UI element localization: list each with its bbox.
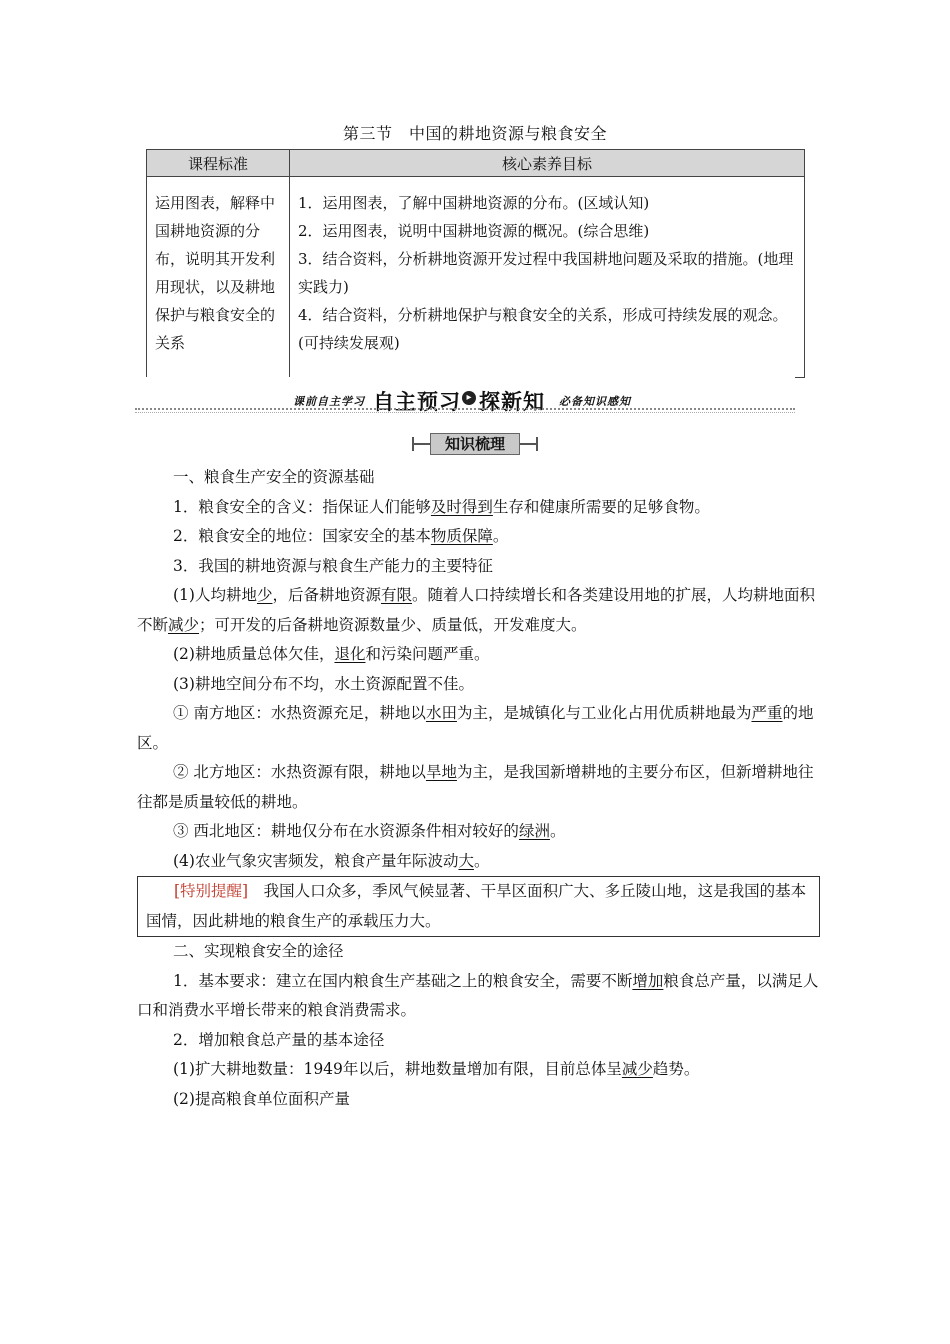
paragraph: (3)耕地空间分布不均，水土资源配置不佳。 bbox=[173, 674, 474, 693]
goal-item: 2．运用图表，说明中国耕地资源的概况。(综合思维) bbox=[298, 222, 650, 240]
paragraph: (2)耕地质量总体欠佳，退化和污染问题严重。 bbox=[173, 645, 490, 663]
arrow-right-icon: ▸ bbox=[462, 391, 476, 405]
header-curriculum-standard: 课程标准 bbox=[147, 150, 290, 177]
heading-resource-basis: 一、粮食生产安全的资源基础 bbox=[173, 468, 375, 486]
header-core-goals: 核心素养目标 bbox=[290, 150, 805, 177]
goal-item: 1．运用图表，了解中国耕地资源的分布。(区域认知) bbox=[298, 194, 650, 212]
curriculum-standard-text: 运用图表，解释中国耕地资源的分布，说明其开发利用现状，以及耕地保护与粮食安全的关系 bbox=[147, 177, 290, 378]
table-corner-mark bbox=[795, 377, 805, 378]
paragraph: ① 南方地区：水热资源充足，耕地以水田为主，是城镇化与工业化占用优质耕地最为严重的地区。 bbox=[137, 704, 814, 752]
paragraph: (1)人均耕地少，后备耕地资源有限。随着人口持续增长和各类建设用地的扩展，人均耕地面积不断减少；可开发的后备耕地资源数量少、质量低，开发难度大。 bbox=[137, 586, 816, 634]
special-reminder-box bbox=[137, 876, 820, 937]
paragraph: (1)扩大耕地数量：1949年以后，耕地数量增加有限，目前总体呈减少趋势。 bbox=[173, 1060, 700, 1078]
banner-divider-thin bbox=[135, 412, 795, 413]
page-title: 第三节 中国的耕地资源与粮食安全 bbox=[342, 124, 607, 143]
goal-item: 4．结合资料，分析耕地保护与粮食安全的关系，形成可持续发展的观念。(可持续发展观) bbox=[298, 306, 788, 352]
banner-left-caption: 课前自主学习 bbox=[293, 395, 365, 408]
banner-divider bbox=[135, 408, 795, 410]
banner-right-caption: 必备知识感知 bbox=[559, 395, 631, 408]
goal-item: 3．结合资料，分析耕地资源开发过程中我国耕地问题及采取的措施。(地理实践力) bbox=[298, 250, 794, 296]
banner-title-right: 探新知 bbox=[479, 390, 545, 414]
special-reminder-text: 我国人口众多，季风气候显著、干旱区面积广大、多丘陵山地，这是我国的基本国情，因此耕地的粮食生产的承载压力大。 bbox=[146, 882, 807, 930]
knowledge-label-text: 知识梳理 bbox=[430, 433, 520, 455]
paragraph: ② 北方地区：水热资源有限，耕地以旱地为主，是我国新增耕地的主要分布区，但新增耕地往往都是质量较低的耕地。 bbox=[137, 763, 814, 811]
paragraph: 3．我国的耕地资源与粮食生产能力的主要特征 bbox=[173, 556, 493, 575]
paragraph: ③ 西北地区：耕地仅分布在水资源条件相对较好的绿洲。 bbox=[173, 822, 566, 840]
paragraph: 2．增加粮食总产量的基本途径 bbox=[173, 1030, 385, 1049]
banner-title-left: 自主预习 bbox=[373, 390, 461, 414]
core-goals-cell bbox=[290, 177, 805, 378]
knowledge-content bbox=[137, 463, 820, 1114]
paragraph: 1．基本要求：建立在国内粮食生产基础之上的粮食安全，需要不断增加粮食总产量，以满足人口和消费水平增长带来的粮食消费需求。 bbox=[137, 971, 819, 1019]
curriculum-table bbox=[146, 149, 805, 377]
paragraph: (4)农业气象灾害频发，粮食产量年际波动大。 bbox=[173, 851, 490, 870]
heading-food-security-path: 二、实现粮食安全的途径 bbox=[173, 942, 344, 960]
paragraph: 1．粮食安全的含义：指保证人们能够及时得到生存和健康所需要的足够食物。 bbox=[173, 497, 710, 516]
paragraph: 2．粮食安全的地位：国家安全的基本物质保障。 bbox=[173, 527, 509, 545]
paragraph: (2)提高粮食单位面积产量 bbox=[173, 1089, 350, 1108]
knowledge-label bbox=[412, 433, 538, 455]
special-reminder-tag: [特别提醒] bbox=[174, 882, 249, 900]
